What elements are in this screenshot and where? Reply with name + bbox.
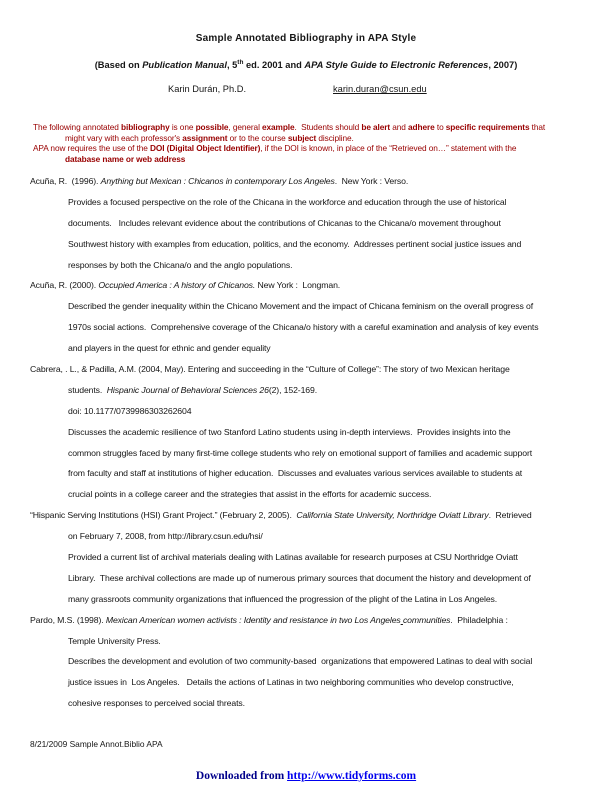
annotation-line: common struggles faced by many first-time college students who rely on emotional support of families and academic support bbox=[68, 447, 533, 458]
annotation-line: and players in the quest for ethnic and gender equality bbox=[68, 343, 271, 354]
download-prefix-text: Downloaded from bbox=[195, 770, 288, 782]
annotation-line: from faculty and staff at institutions of higher education. Discusses and evaluates various services available to students at bbox=[68, 468, 523, 479]
download-source-line bbox=[0, 770, 612, 782]
annotation-line: 1970s social actions. Comprehensive coverage of the Chicana/o history with a careful examination and analysis of key events bbox=[68, 322, 539, 333]
red-notice-block bbox=[33, 122, 592, 164]
citation-pardo-1998: Pardo, M.S. (1998). Mexican American women activists : Identity and resistance in two Los Angeles communities. Philadelphia : bbox=[30, 614, 508, 625]
citation-hsi-2005: “Hispanic Serving Institutions (HSI) Grant Project.” (February 2, 2005). California State University, Northridge Oviatt Library. Retrieved bbox=[30, 510, 532, 521]
annotation-line: Library. These archival collections are made up of numerous primary sources that document the history and development of bbox=[68, 572, 531, 583]
author-row bbox=[0, 84, 612, 98]
annotation-line: responses by both the Chicana/o and the anglo populations. bbox=[68, 259, 293, 270]
annotation-line: Discusses the academic resilience of two Stanford Latino students using in-depth interviews. Provides insights into the bbox=[68, 426, 511, 437]
footer-date-label: 8/21/2009 Sample Annot.Biblio APA bbox=[30, 739, 163, 749]
annotation-line: crucial points in a college career and the strategies that assist in the efforts for academic success. bbox=[68, 489, 432, 500]
annotation-line: documents. Includes relevant evidence about the contributions of Chicanas to the Chicana/o movement throughout bbox=[68, 217, 501, 228]
notice-line: The following annotated bibliography is one possible, general example. Students should be alert and adhere to specific requirements that bbox=[33, 122, 546, 132]
notice-line: APA now requires the use of the DOI (Digital Object Identifier), if the DOI is known, in place of the “Retrieved on…” statement with the bbox=[33, 143, 517, 154]
citation-acuna-1996: Acuña, R. (1996). Anything but Mexican : Chicanos in contemporary Los Angeles. New York : Verso. bbox=[30, 176, 409, 186]
annotation-line: many grassroots community organizations that influenced the progression of the plight of the Latina in Los Angeles. bbox=[68, 593, 498, 604]
annotation-line: Provides a focused perspective on the role of the Chicana in the workforce and education through the use of historical bbox=[68, 196, 507, 207]
annotation-line: students. Hispanic Journal of Behavioral Sciences 26(2), 152-169. bbox=[68, 384, 317, 395]
page-title: Sample Annotated Bibliography in APA Style bbox=[195, 33, 417, 44]
author-name: Karin Durán, Ph.D. bbox=[168, 84, 247, 94]
citation-acuna-2000: Acuña, R. (2000). Occupied America : A history of Chicanos. New York : Longman. bbox=[30, 280, 341, 291]
notice-line: database name or web address bbox=[65, 153, 186, 164]
annotation-line: Provided a current list of archival materials dealing with Latinas available for research purposes at CSU Northridge Oviatt bbox=[68, 552, 518, 563]
notice-line: might vary with each professor's assignment or to the course subject discipline. bbox=[65, 132, 354, 143]
annotation-line: Describes the development and evolution of two community-based organizations that empowered Latinas to deal with social bbox=[68, 656, 533, 667]
page-subtitle: (Based on Publication Manual, 5th ed. 2001 and APA Style Guide to Electronic References, 2007) bbox=[94, 59, 518, 71]
annotation-line: Southwest history with examples from education, politics, and the economy. Addresses pertinent social justice issues and bbox=[68, 238, 522, 249]
annotation-line: Temple University Press. bbox=[68, 635, 161, 646]
author-email-link[interactable]: karin.duran@csun.edu bbox=[333, 84, 427, 94]
doi-line: doi: 10.1177/0739986303262604 bbox=[68, 405, 192, 416]
annotation-line: Described the gender inequality within the Chicano Movement and the impact of Chicana feminism on the overall progress of bbox=[68, 301, 533, 312]
tidyforms-link[interactable]: http://www.tidyforms.com bbox=[287, 770, 417, 782]
annotation-line: justice issues in Los Angeles. Details the actions of Latinas in two neighboring communities who develop constructive, bbox=[68, 677, 514, 688]
citation-cabrera-padilla-2004: Cabrera, . L., & Padilla, A.M. (2004, May). Entering and succeeding in the “Culture of College”: The story of two Mexican heritage bbox=[30, 364, 510, 375]
bibliography bbox=[30, 171, 538, 714]
annotation-line: cohesive responses to perceived social threats. bbox=[68, 698, 245, 709]
retrieval-line: on February 7, 2008, from http://library.csun.edu/hsi/ bbox=[68, 531, 263, 542]
